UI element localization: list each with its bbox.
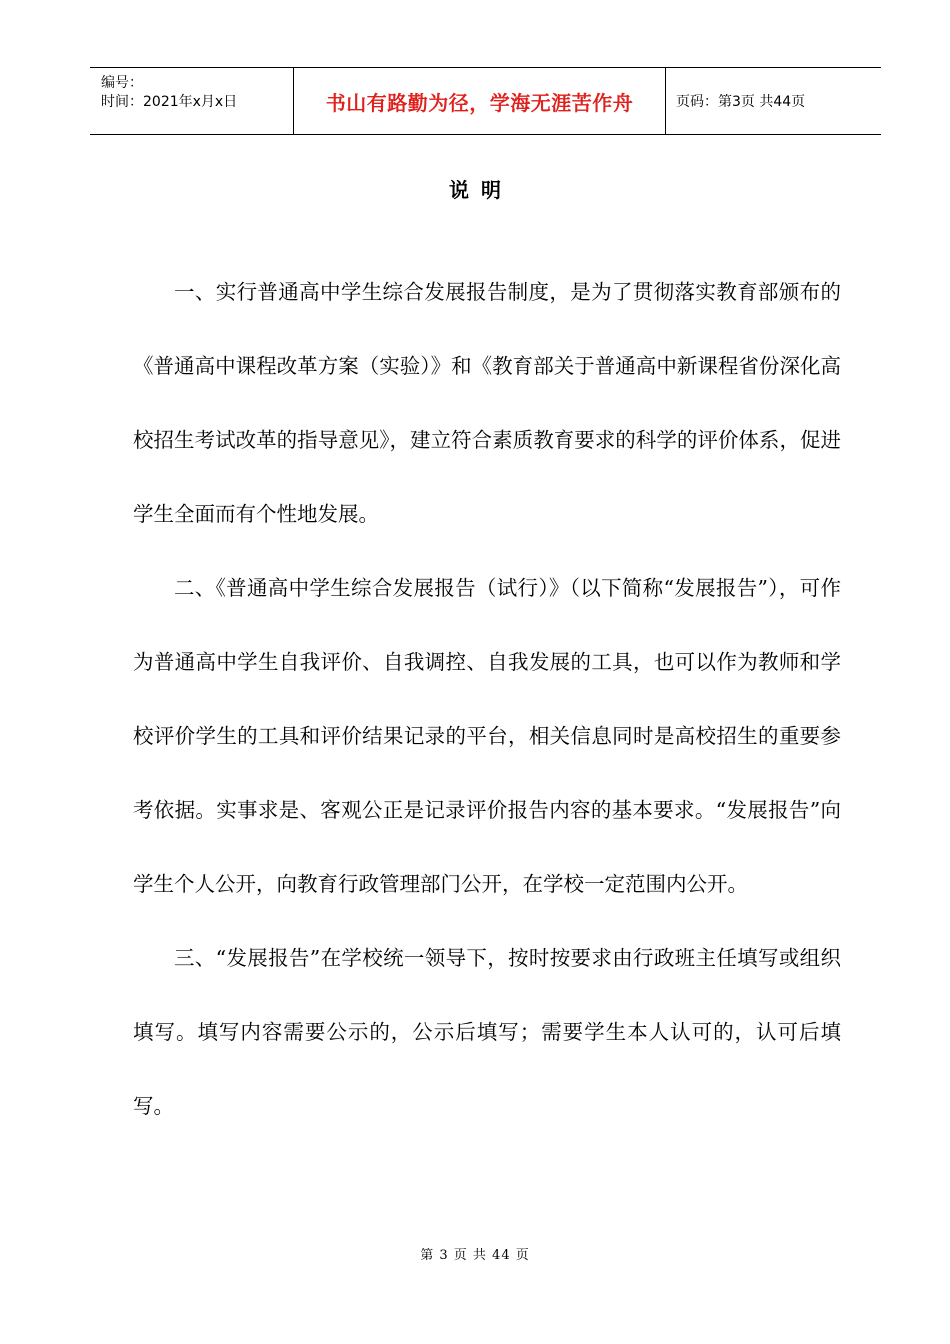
page-footer: 第 3 页 共 44 页	[420, 1248, 530, 1263]
header-number-label: 编号：	[101, 75, 143, 91]
header-page-label: 页码：第3页 共44页	[676, 94, 806, 110]
header-time-label: 时间：2021年x月x日	[101, 94, 238, 110]
document-body	[133, 255, 841, 1143]
paragraph-2: 二、《普通高中学生综合发展报告（试行）》（以下简称“发展报告”），可作为普通高中学生自我评价、自我调控、自我发展的工具，也可以作为教师和学校评价学生的工具和评价结果记录的平台，相关信息同时是高校招生的重要参考依据。实事求是、客观公正是记录评价报告内容的基本要求。“发展报告”向学生个人公开，向教育行政管理部门公开，在学校一定范围内公开。	[133, 576, 841, 896]
document-title: 说明	[449, 178, 513, 202]
paragraph-3: 三、“发展报告”在学校统一领导下，按时按要求由行政班主任填写或组织填写。填写内容需要公示的，公示后填写；需要学生本人认可的，认可后填写。	[133, 946, 841, 1118]
header-motto: 书山有路勤为径，学海无涯苦作舟	[293, 68, 666, 134]
paragraph-1: 一、实行普通高中学生综合发展报告制度，是为了贯彻落实教育部颁布的《普通高中课程改革方案（实验）》和《教育部关于普通高中新课程省份深化高校招生考试改革的指导意见》，建立符合素质教育要求的科学的评价体系，促进学生全面而有个性地发展。	[133, 280, 841, 526]
header-meta	[90, 68, 293, 134]
page-header	[90, 67, 881, 135]
